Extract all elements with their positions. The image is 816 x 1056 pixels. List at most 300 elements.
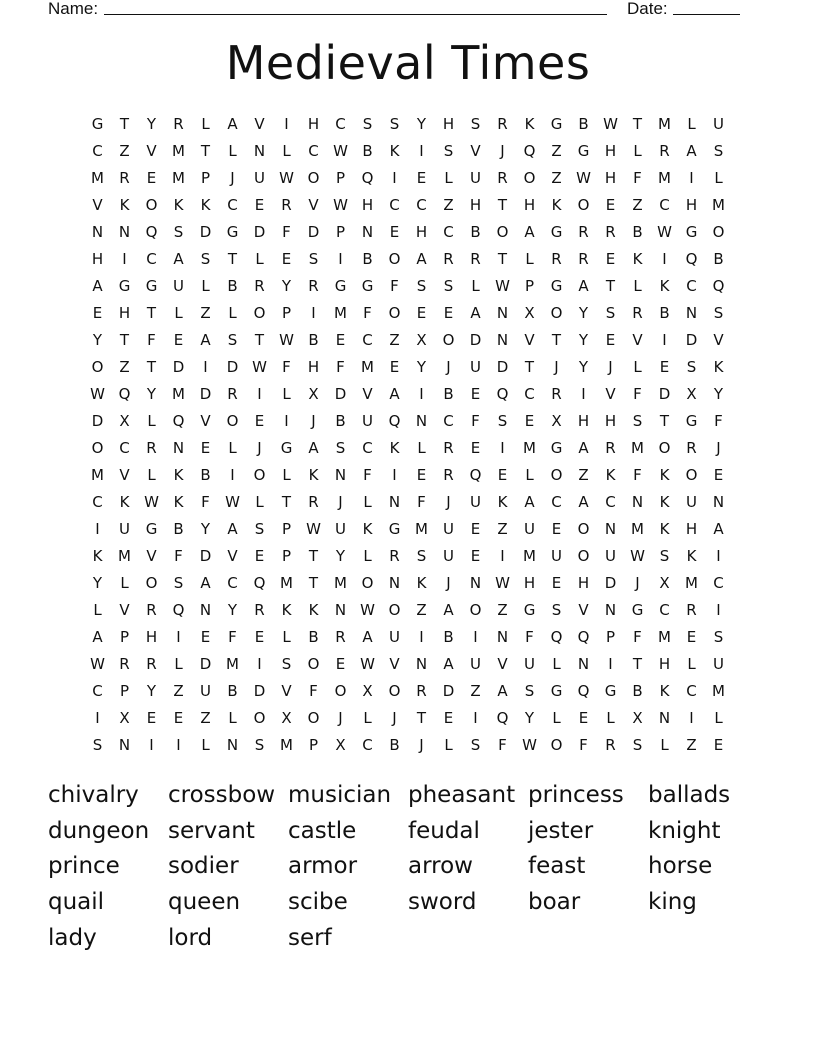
grid-letter[interactable]: H: [361, 196, 374, 214]
grid-letter[interactable]: M: [631, 439, 644, 457]
grid-letter[interactable]: S: [551, 601, 562, 619]
grid-letter[interactable]: R: [470, 250, 481, 268]
grid-letter[interactable]: E: [416, 169, 427, 187]
grid-letter[interactable]: U: [713, 655, 724, 673]
grid-letter[interactable]: Y: [416, 115, 427, 133]
grid-letter[interactable]: B: [173, 520, 184, 538]
grid-letter[interactable]: H: [523, 574, 536, 592]
grid-letter[interactable]: A: [497, 682, 508, 700]
grid-letter[interactable]: U: [470, 655, 481, 673]
grid-letter[interactable]: O: [91, 358, 104, 376]
grid-letter[interactable]: M: [685, 574, 698, 592]
grid-letter[interactable]: M: [172, 169, 185, 187]
grid-letter[interactable]: S: [686, 358, 697, 376]
grid-letter[interactable]: C: [92, 682, 103, 700]
grid-letter[interactable]: C: [362, 736, 373, 754]
grid-letter[interactable]: R: [146, 655, 157, 673]
grid-letter[interactable]: N: [361, 223, 374, 241]
grid-letter[interactable]: O: [442, 331, 455, 349]
grid-letter[interactable]: V: [119, 601, 130, 619]
grid-letter[interactable]: E: [200, 439, 211, 457]
grid-letter[interactable]: I: [716, 601, 721, 619]
grid-letter[interactable]: L: [228, 142, 237, 160]
grid-letter[interactable]: V: [146, 142, 157, 160]
grid-letter[interactable]: N: [226, 736, 239, 754]
grid-letter[interactable]: L: [282, 466, 291, 484]
grid-letter[interactable]: L: [687, 655, 696, 673]
grid-letter[interactable]: O: [577, 547, 590, 565]
grid-letter[interactable]: S: [713, 304, 724, 322]
grid-letter[interactable]: C: [389, 196, 400, 214]
grid-letter[interactable]: B: [200, 466, 211, 484]
grid-letter[interactable]: B: [443, 385, 454, 403]
grid-letter[interactable]: I: [608, 655, 613, 673]
grid-letter[interactable]: K: [173, 196, 184, 214]
grid-letter[interactable]: U: [524, 655, 535, 673]
grid-letter[interactable]: J: [419, 736, 424, 754]
grid-letter[interactable]: M: [523, 547, 536, 565]
grid-letter[interactable]: O: [388, 304, 401, 322]
grid-letter[interactable]: T: [254, 331, 265, 349]
grid-letter[interactable]: G: [604, 682, 617, 700]
grid-letter[interactable]: F: [282, 223, 291, 241]
grid-letter[interactable]: G: [550, 682, 563, 700]
grid-letter[interactable]: E: [173, 331, 184, 349]
grid-letter[interactable]: A: [227, 520, 238, 538]
grid-letter[interactable]: W: [360, 601, 375, 619]
grid-letter[interactable]: W: [495, 277, 510, 295]
grid-letter[interactable]: S: [470, 736, 481, 754]
grid-letter[interactable]: M: [280, 736, 293, 754]
grid-letter[interactable]: U: [524, 520, 535, 538]
grid-letter[interactable]: H: [307, 358, 320, 376]
grid-letter[interactable]: P: [200, 169, 211, 187]
grid-letter[interactable]: L: [282, 385, 291, 403]
grid-letter[interactable]: J: [311, 412, 316, 430]
grid-letter[interactable]: P: [524, 277, 535, 295]
grid-letter[interactable]: H: [415, 223, 428, 241]
grid-letter[interactable]: T: [119, 115, 130, 133]
grid-letter[interactable]: W: [279, 331, 294, 349]
grid-letter[interactable]: U: [362, 412, 373, 430]
grid-letter[interactable]: A: [227, 115, 238, 133]
grid-letter[interactable]: C: [92, 142, 103, 160]
grid-letter[interactable]: K: [308, 466, 319, 484]
grid-letter[interactable]: K: [389, 439, 400, 457]
grid-letter[interactable]: E: [497, 466, 508, 484]
grid-letter[interactable]: P: [281, 547, 292, 565]
grid-letter[interactable]: T: [551, 331, 562, 349]
grid-letter[interactable]: N: [496, 304, 509, 322]
grid-letter[interactable]: A: [524, 493, 535, 511]
grid-letter[interactable]: Y: [578, 304, 589, 322]
grid-letter[interactable]: F: [147, 331, 156, 349]
grid-letter[interactable]: O: [658, 439, 671, 457]
grid-letter[interactable]: I: [419, 385, 424, 403]
grid-letter[interactable]: W: [333, 196, 348, 214]
grid-letter[interactable]: I: [419, 628, 424, 646]
grid-letter[interactable]: T: [281, 493, 292, 511]
grid-letter[interactable]: T: [146, 304, 157, 322]
grid-letter[interactable]: Y: [92, 574, 103, 592]
grid-letter[interactable]: R: [227, 385, 238, 403]
grid-letter[interactable]: B: [335, 412, 346, 430]
grid-letter[interactable]: L: [147, 412, 156, 430]
grid-letter[interactable]: T: [308, 574, 319, 592]
grid-letter[interactable]: M: [226, 655, 239, 673]
grid-letter[interactable]: Y: [92, 331, 103, 349]
grid-letter[interactable]: Z: [551, 142, 562, 160]
grid-letter[interactable]: W: [576, 169, 591, 187]
grid-letter[interactable]: P: [308, 736, 319, 754]
grid-letter[interactable]: A: [308, 439, 319, 457]
grid-letter[interactable]: V: [146, 547, 157, 565]
grid-letter[interactable]: E: [416, 466, 427, 484]
grid-letter[interactable]: B: [578, 115, 589, 133]
grid-letter[interactable]: K: [173, 466, 184, 484]
grid-letter[interactable]: R: [308, 493, 319, 511]
grid-letter[interactable]: G: [361, 277, 374, 295]
grid-letter[interactable]: I: [284, 412, 289, 430]
grid-letter[interactable]: A: [200, 574, 211, 592]
grid-letter[interactable]: H: [577, 574, 590, 592]
grid-letter[interactable]: Q: [172, 412, 185, 430]
grid-letter[interactable]: I: [392, 466, 397, 484]
grid-letter[interactable]: R: [254, 601, 265, 619]
grid-letter[interactable]: I: [311, 304, 316, 322]
grid-letter[interactable]: Q: [577, 628, 590, 646]
grid-letter[interactable]: L: [201, 115, 210, 133]
grid-letter[interactable]: C: [335, 115, 346, 133]
grid-letter[interactable]: C: [443, 412, 454, 430]
grid-letter[interactable]: V: [605, 385, 616, 403]
grid-letter[interactable]: W: [90, 655, 105, 673]
grid-letter[interactable]: C: [551, 493, 562, 511]
grid-letter[interactable]: E: [551, 574, 562, 592]
grid-letter[interactable]: L: [633, 277, 642, 295]
grid-letter[interactable]: I: [338, 250, 343, 268]
grid-letter[interactable]: A: [524, 223, 535, 241]
grid-letter[interactable]: R: [173, 115, 184, 133]
grid-letter[interactable]: T: [605, 277, 616, 295]
grid-letter[interactable]: D: [253, 223, 266, 241]
grid-letter[interactable]: C: [119, 439, 130, 457]
grid-letter[interactable]: U: [119, 520, 130, 538]
grid-letter[interactable]: R: [632, 304, 643, 322]
grid-letter[interactable]: U: [686, 493, 697, 511]
grid-letter[interactable]: S: [173, 223, 184, 241]
grid-letter[interactable]: R: [659, 142, 670, 160]
grid-letter[interactable]: Y: [578, 331, 589, 349]
grid-letter[interactable]: W: [279, 169, 294, 187]
grid-letter[interactable]: L: [363, 709, 372, 727]
grid-letter[interactable]: O: [685, 466, 698, 484]
grid-letter[interactable]: Z: [497, 601, 508, 619]
grid-letter[interactable]: C: [713, 574, 724, 592]
grid-letter[interactable]: L: [174, 655, 183, 673]
grid-letter[interactable]: O: [307, 709, 320, 727]
grid-letter[interactable]: N: [118, 736, 131, 754]
grid-letter[interactable]: I: [473, 709, 478, 727]
grid-letter[interactable]: L: [228, 439, 237, 457]
grid-letter[interactable]: T: [524, 358, 535, 376]
grid-letter[interactable]: E: [470, 520, 481, 538]
grid-letter[interactable]: E: [470, 385, 481, 403]
grid-letter[interactable]: S: [659, 547, 670, 565]
grid-letter[interactable]: E: [254, 196, 265, 214]
grid-letter[interactable]: F: [633, 466, 642, 484]
grid-letter[interactable]: L: [228, 304, 237, 322]
grid-letter[interactable]: H: [577, 412, 590, 430]
grid-letter[interactable]: O: [334, 682, 347, 700]
grid-letter[interactable]: D: [199, 385, 212, 403]
grid-letter[interactable]: L: [255, 493, 264, 511]
grid-letter[interactable]: I: [122, 250, 127, 268]
grid-letter[interactable]: D: [226, 358, 239, 376]
grid-letter[interactable]: E: [389, 223, 400, 241]
grid-letter[interactable]: O: [253, 466, 266, 484]
grid-letter[interactable]: U: [470, 169, 481, 187]
grid-letter[interactable]: C: [308, 142, 319, 160]
grid-letter[interactable]: F: [363, 466, 372, 484]
grid-letter[interactable]: B: [362, 142, 373, 160]
grid-letter[interactable]: N: [469, 574, 482, 592]
grid-letter[interactable]: G: [523, 601, 536, 619]
name-blank-line[interactable]: [104, 0, 607, 15]
grid-letter[interactable]: L: [363, 493, 372, 511]
grid-letter[interactable]: L: [228, 709, 237, 727]
grid-letter[interactable]: S: [416, 277, 427, 295]
grid-letter[interactable]: R: [497, 169, 508, 187]
grid-letter[interactable]: S: [416, 547, 427, 565]
grid-letter[interactable]: K: [497, 493, 508, 511]
grid-letter[interactable]: W: [90, 385, 105, 403]
grid-letter[interactable]: O: [145, 574, 158, 592]
grid-letter[interactable]: H: [145, 628, 158, 646]
grid-letter[interactable]: M: [658, 628, 671, 646]
grid-letter[interactable]: Z: [443, 196, 454, 214]
grid-letter[interactable]: C: [227, 574, 238, 592]
grid-letter[interactable]: V: [578, 601, 589, 619]
grid-letter[interactable]: H: [685, 520, 698, 538]
grid-letter[interactable]: F: [201, 493, 210, 511]
grid-letter[interactable]: U: [173, 277, 184, 295]
grid-letter[interactable]: L: [444, 169, 453, 187]
grid-letter[interactable]: M: [712, 196, 725, 214]
grid-letter[interactable]: U: [389, 628, 400, 646]
grid-letter[interactable]: K: [659, 466, 670, 484]
grid-letter[interactable]: E: [254, 628, 265, 646]
grid-letter[interactable]: R: [146, 439, 157, 457]
grid-letter[interactable]: R: [119, 655, 130, 673]
grid-letter[interactable]: A: [416, 250, 427, 268]
grid-letter[interactable]: Z: [497, 520, 508, 538]
grid-letter[interactable]: T: [659, 412, 670, 430]
grid-letter[interactable]: B: [227, 682, 238, 700]
grid-letter[interactable]: O: [577, 520, 590, 538]
grid-letter[interactable]: I: [500, 547, 505, 565]
grid-letter[interactable]: Q: [172, 601, 185, 619]
grid-letter[interactable]: M: [280, 574, 293, 592]
grid-letter[interactable]: U: [470, 358, 481, 376]
grid-letter[interactable]: T: [497, 196, 508, 214]
grid-letter[interactable]: L: [471, 277, 480, 295]
grid-letter[interactable]: T: [200, 142, 211, 160]
grid-letter[interactable]: R: [578, 250, 589, 268]
grid-letter[interactable]: V: [524, 331, 535, 349]
grid-letter[interactable]: S: [713, 142, 724, 160]
grid-letter[interactable]: P: [605, 628, 616, 646]
grid-letter[interactable]: G: [388, 520, 401, 538]
grid-letter[interactable]: G: [685, 223, 698, 241]
grid-letter[interactable]: Y: [227, 601, 238, 619]
grid-letter[interactable]: Y: [713, 385, 724, 403]
grid-letter[interactable]: J: [608, 358, 613, 376]
grid-letter[interactable]: M: [658, 115, 671, 133]
grid-letter[interactable]: J: [635, 574, 640, 592]
grid-letter[interactable]: D: [442, 682, 455, 700]
grid-letter[interactable]: C: [227, 196, 238, 214]
grid-letter[interactable]: K: [119, 493, 130, 511]
grid-letter[interactable]: F: [498, 736, 507, 754]
grid-letter[interactable]: R: [443, 439, 454, 457]
grid-letter[interactable]: D: [307, 223, 320, 241]
grid-letter[interactable]: L: [633, 142, 642, 160]
date-blank-line[interactable]: [673, 0, 740, 15]
grid-letter[interactable]: L: [552, 655, 561, 673]
grid-letter[interactable]: Y: [524, 709, 535, 727]
grid-letter[interactable]: D: [199, 223, 212, 241]
grid-letter[interactable]: U: [443, 520, 454, 538]
grid-letter[interactable]: U: [551, 547, 562, 565]
grid-letter[interactable]: T: [119, 331, 130, 349]
grid-letter[interactable]: E: [470, 547, 481, 565]
grid-letter[interactable]: C: [92, 493, 103, 511]
grid-letter[interactable]: C: [524, 385, 535, 403]
grid-letter[interactable]: D: [199, 655, 212, 673]
grid-letter[interactable]: E: [146, 709, 157, 727]
grid-letter[interactable]: I: [689, 169, 694, 187]
grid-letter[interactable]: F: [417, 493, 426, 511]
grid-letter[interactable]: Z: [632, 196, 643, 214]
grid-letter[interactable]: E: [92, 304, 103, 322]
grid-letter[interactable]: I: [392, 169, 397, 187]
grid-letter[interactable]: U: [200, 682, 211, 700]
grid-letter[interactable]: L: [255, 250, 264, 268]
grid-letter[interactable]: J: [500, 142, 505, 160]
grid-letter[interactable]: N: [388, 574, 401, 592]
grid-letter[interactable]: X: [335, 736, 346, 754]
grid-letter[interactable]: B: [443, 628, 454, 646]
grid-letter[interactable]: Y: [146, 385, 157, 403]
grid-letter[interactable]: A: [686, 142, 697, 160]
grid-letter[interactable]: X: [659, 574, 670, 592]
grid-letter[interactable]: U: [335, 520, 346, 538]
grid-letter[interactable]: X: [308, 385, 319, 403]
grid-letter[interactable]: A: [578, 277, 589, 295]
grid-letter[interactable]: X: [524, 304, 535, 322]
grid-letter[interactable]: A: [362, 628, 373, 646]
grid-letter[interactable]: L: [444, 736, 453, 754]
grid-letter[interactable]: H: [604, 142, 617, 160]
grid-letter[interactable]: T: [632, 655, 643, 673]
grid-letter[interactable]: P: [281, 304, 292, 322]
grid-letter[interactable]: S: [173, 574, 184, 592]
grid-letter[interactable]: F: [390, 277, 399, 295]
grid-letter[interactable]: C: [362, 331, 373, 349]
grid-letter[interactable]: C: [362, 439, 373, 457]
grid-letter[interactable]: R: [254, 277, 265, 295]
grid-letter[interactable]: G: [550, 223, 563, 241]
grid-letter[interactable]: R: [146, 601, 157, 619]
grid-letter[interactable]: F: [714, 412, 723, 430]
grid-letter[interactable]: S: [335, 439, 346, 457]
grid-letter[interactable]: S: [362, 115, 373, 133]
grid-letter[interactable]: Z: [470, 682, 481, 700]
grid-letter[interactable]: Q: [550, 628, 563, 646]
grid-letter[interactable]: R: [578, 223, 589, 241]
grid-letter[interactable]: K: [119, 196, 130, 214]
grid-letter[interactable]: S: [254, 736, 265, 754]
grid-letter[interactable]: I: [176, 628, 181, 646]
grid-letter[interactable]: X: [416, 331, 427, 349]
grid-letter[interactable]: K: [416, 574, 427, 592]
grid-letter[interactable]: U: [713, 115, 724, 133]
grid-letter[interactable]: I: [95, 709, 100, 727]
grid-letter[interactable]: C: [686, 682, 697, 700]
grid-letter[interactable]: B: [362, 250, 373, 268]
grid-letter[interactable]: I: [419, 142, 424, 160]
grid-letter[interactable]: J: [446, 493, 451, 511]
grid-letter[interactable]: V: [632, 331, 643, 349]
grid-letter[interactable]: I: [716, 547, 721, 565]
grid-letter[interactable]: M: [172, 385, 185, 403]
grid-letter[interactable]: A: [92, 628, 103, 646]
grid-letter[interactable]: S: [443, 142, 454, 160]
grid-letter[interactable]: S: [605, 304, 616, 322]
grid-letter[interactable]: G: [334, 277, 347, 295]
grid-letter[interactable]: O: [91, 439, 104, 457]
grid-letter[interactable]: N: [415, 412, 428, 430]
grid-letter[interactable]: P: [119, 682, 130, 700]
grid-letter[interactable]: B: [470, 223, 481, 241]
grid-letter[interactable]: J: [554, 358, 559, 376]
grid-letter[interactable]: W: [657, 223, 672, 241]
grid-letter[interactable]: C: [659, 601, 670, 619]
grid-letter[interactable]: C: [686, 277, 697, 295]
grid-letter[interactable]: W: [252, 358, 267, 376]
grid-letter[interactable]: Z: [119, 358, 130, 376]
grid-letter[interactable]: V: [92, 196, 103, 214]
grid-letter[interactable]: F: [633, 385, 642, 403]
grid-letter[interactable]: T: [416, 709, 427, 727]
grid-letter[interactable]: E: [281, 250, 292, 268]
grid-letter[interactable]: E: [335, 331, 346, 349]
grid-letter[interactable]: V: [227, 547, 238, 565]
grid-letter[interactable]: Q: [361, 169, 374, 187]
grid-letter[interactable]: R: [335, 628, 346, 646]
grid-letter[interactable]: E: [524, 412, 535, 430]
grid-letter[interactable]: G: [550, 277, 563, 295]
grid-letter[interactable]: I: [230, 466, 235, 484]
grid-letter[interactable]: N: [172, 439, 185, 457]
grid-letter[interactable]: X: [119, 412, 130, 430]
grid-letter[interactable]: Q: [712, 277, 725, 295]
grid-letter[interactable]: L: [363, 547, 372, 565]
grid-letter[interactable]: H: [685, 196, 698, 214]
grid-letter[interactable]: N: [631, 493, 644, 511]
grid-letter[interactable]: I: [257, 655, 262, 673]
